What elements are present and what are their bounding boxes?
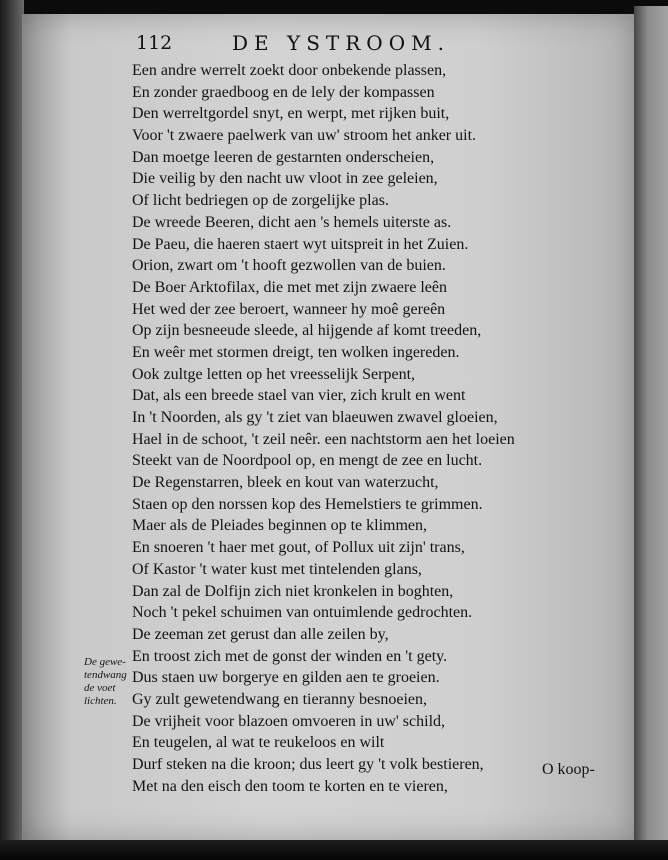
verse-line: Den werreltgordel snyt, en werpt, met rijken buit, bbox=[132, 105, 450, 123]
verse-line: En snoeren 't haer met gout, of Pollux uit zijn' trans, bbox=[132, 539, 465, 557]
verse-line: In 't Noorden, als gy 't ziet van blaeuwen zwavel gloeien, bbox=[132, 409, 498, 426]
verse-line: Die veilig by den nacht uw vloot in zee geleien, bbox=[132, 170, 438, 188]
marginal-note-line: de voet bbox=[84, 682, 116, 694]
verse-line: Durf steken na die kroon; dus leert gy 't volk bestieren, bbox=[132, 756, 484, 773]
verse-line: De Paeu, die haeren staert wyt uitspreit in het Zuien. bbox=[132, 235, 469, 253]
verse-line: De wreede Beeren, dicht aen 's hemels uiterste as. bbox=[132, 213, 452, 231]
verse-line: Staen op den norssen kop des Hemelstiers te grimmen. bbox=[132, 495, 483, 513]
verse-line: Of Kastor 't water kust met tintelenden glans, bbox=[132, 560, 422, 578]
verse-line: Een andre werrelt zoekt door onbekende plassen, bbox=[132, 62, 447, 79]
verse-line: Dat, als een breede stael van vier, zich krult en went bbox=[132, 387, 466, 405]
verse-line: En zonder graedboog en de lely der kompassen bbox=[132, 83, 435, 101]
right-page-edge bbox=[634, 6, 668, 840]
verse-line: Steekt van de Noordpool op, en mengt de zee en lucht. bbox=[132, 452, 483, 470]
book-spine bbox=[0, 0, 24, 860]
page-header bbox=[136, 32, 536, 62]
verse-line: En weêr met stormen dreigt, ten wolken ingereden. bbox=[132, 343, 460, 361]
verse-line: De vrijheit voor blazoen omvoeren in uw' schild, bbox=[132, 712, 446, 730]
verse-line: Dan zal de Dolfijn zich niet kronkelen in boghten, bbox=[132, 582, 454, 600]
verse-line: Noch 't pekel schuimen van ontuimlende gedrochten. bbox=[132, 604, 473, 622]
verse-line: Het wed der zee beroert, wanneer hy moê gereên bbox=[132, 300, 446, 318]
marginal-note-line: De gewe- bbox=[84, 656, 126, 668]
verse-line: De Regenstarren, bleek en kout van waterzucht, bbox=[132, 474, 439, 492]
bottom-shadow bbox=[0, 840, 668, 860]
verse-line: Dus staen uw borgerye en gilden aen te groeien. bbox=[132, 669, 440, 687]
catchword: O koop- bbox=[542, 761, 595, 778]
verse-line: Maer als de Pleiades beginnen op te klimmen, bbox=[132, 517, 428, 535]
marginal-note bbox=[84, 656, 140, 708]
verse-line: Hael in de schoot, 't zeil neêr. een nachtstorm aen het loeien bbox=[132, 430, 515, 448]
verse-line: En teugelen, al wat te reukeloos en wilt bbox=[132, 734, 385, 752]
verse-line: Voor 't zwaere paelwerk van uw' stroom het anker uit. bbox=[132, 127, 477, 145]
running-title: DE YSTROOM. bbox=[232, 31, 450, 55]
marginal-note-line: tendwang bbox=[84, 669, 127, 681]
page-number: 112 bbox=[136, 32, 173, 54]
verse-line: Dan moetge leeren de gestarnten onderscheien, bbox=[132, 148, 435, 166]
verse-line: Ook zultge letten op het vreesselijk Serpent, bbox=[132, 365, 416, 383]
verse-line: De zeeman zet gerust dan alle zeilen by, bbox=[132, 625, 389, 643]
verse-line: De Boer Arktofilax, die met met zijn zwaere leên bbox=[132, 278, 447, 296]
verse-line: Orion, zwart om 't hooft gezwollen van de buien. bbox=[132, 257, 446, 275]
verse-line: Gy zult gewetendwang en tieranny besnoeien, bbox=[132, 690, 428, 708]
verse-block bbox=[132, 60, 632, 797]
verse-line: En troost zich met de gonst der winden en 't gety. bbox=[132, 647, 448, 665]
verse-line: Of licht bedriegen op de zorgelijke plas. bbox=[132, 192, 389, 210]
verse-line: Op zijn besneeude sleede, al hijgende af komt treeden, bbox=[132, 322, 482, 340]
marginal-note-line: lichten. bbox=[84, 695, 117, 707]
verse-line: Met na den eisch den toom te korten en te vieren, bbox=[132, 777, 448, 795]
